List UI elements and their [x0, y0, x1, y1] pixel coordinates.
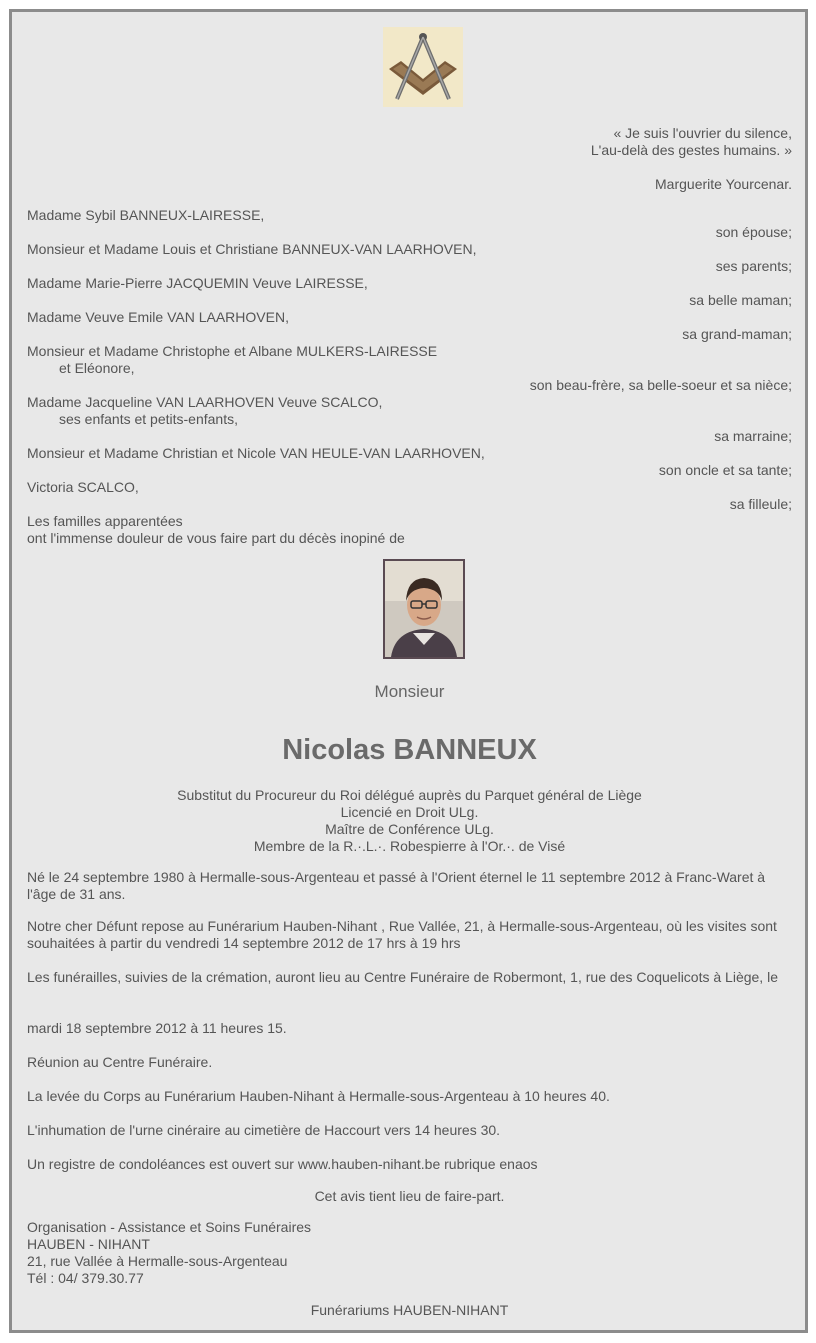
mourner-relation: son oncle et sa tante; — [658, 462, 792, 478]
mourner-relation: son beau-frère, sa belle-soeur et sa nièce; — [529, 377, 792, 393]
mourner-relation: sa filleule; — [729, 496, 792, 512]
title-line: Licencié en Droit ULg. — [340, 804, 479, 820]
notice-text: Cet avis tient lieu de faire-part. — [314, 1188, 505, 1204]
families-line-1: Les familles apparentées — [27, 513, 183, 529]
mourner-relation: sa marraine; — [714, 428, 792, 444]
mourner-relation: ses parents; — [715, 258, 792, 274]
mourner-name: Madame Sybil BANNEUX-LAIRESSE, — [27, 207, 265, 223]
inhumation-text: L'inhumation de l'urne cinéraire au cimetière de Haccourt vers 14 heures 30. — [27, 1122, 501, 1138]
square-compass-logo — [383, 27, 463, 107]
families-line-2: ont l'immense douleur de vous faire part du décès inopiné de — [27, 530, 405, 546]
organisation-line: HAUBEN - NIHANT — [27, 1236, 150, 1252]
reunion-text: Réunion au Centre Funéraire. — [27, 1054, 213, 1070]
funeral-date: mardi 18 septembre 2012 à 11 heures 15. — [27, 1020, 287, 1036]
organisation-line: 21, rue Vallée à Hermalle-sous-Argenteau — [27, 1253, 288, 1269]
quote-author: Marguerite Yourcenar. — [655, 176, 792, 192]
mourner-name: Madame Veuve Emile VAN LAARHOVEN, — [27, 309, 289, 325]
mourner-relation: sa grand-maman; — [682, 326, 792, 342]
mourner-name: Madame Jacqueline VAN LAARHOVEN Veuve SCALCO, — [27, 394, 383, 410]
honorific: Monsieur — [374, 682, 445, 701]
portrait-image — [385, 561, 463, 657]
mourner-name: Monsieur et Madame Christophe et Albane MULKERS-LAIRESSE — [27, 343, 438, 359]
mourner-subline: et Eléonore, — [59, 360, 135, 376]
deceased-name: Nicolas BANNEUX — [282, 734, 537, 766]
quote-line-1: « Je suis l'ouvrier du silence, — [613, 125, 792, 141]
mourner-subline: ses enfants et petits-enfants, — [59, 411, 238, 427]
quote-line-2: L'au-delà des gestes humains. » — [590, 142, 792, 158]
funeral-paragraph: Les funérailles, suivies de la crémation, auront lieu au Centre Funéraire de Robermont, 1, rue des Coquelicots à Liège, le — [27, 969, 778, 985]
mourner-relation: sa belle maman; — [689, 292, 792, 308]
mourner-name: Monsieur et Madame Christian et Nicole VAN HEULE-VAN LAARHOVEN, — [27, 445, 485, 461]
obituary-card — [9, 9, 808, 1333]
title-line: Maître de Conférence ULg. — [325, 821, 494, 837]
footer-text: Funérariums HAUBEN-NIHANT — [310, 1302, 509, 1318]
square-compass-icon — [383, 27, 463, 107]
registry-text: Un registre de condoléances est ouvert sur www.hauben-nihant.be rubrique enaos — [27, 1156, 538, 1172]
mourner-name: Madame Marie-Pierre JACQUEMIN Veuve LAIRESSE, — [27, 275, 368, 291]
levee-text: La levée du Corps au Funérarium Hauben-Nihant à Hermalle-sous-Argenteau à 10 heures 40. — [27, 1088, 610, 1104]
title-line: Membre de la R.·.L.·. Robespierre à l'Or.·. de Visé — [253, 838, 566, 854]
organisation-line: Organisation - Assistance et Soins Funéraires — [27, 1219, 312, 1235]
mourner-relation: son épouse; — [715, 224, 792, 240]
mourner-name: Monsieur et Madame Louis et Christiane BANNEUX-VAN LAARHOVEN, — [27, 241, 477, 257]
title-line: Substitut du Procureur du Roi délégué auprès du Parquet général de Liège — [177, 787, 642, 803]
rest-paragraph: Notre cher Défunt repose au Funérarium Hauben-Nihant , Rue Vallée, 21, à Hermalle-sous-Argenteau, où les visites sont souhaitées à partir du vendredi 14 septembre 2012 de 17 hrs à 19 hrs — [27, 918, 777, 951]
birth-paragraph: Né le 24 septembre 1980 à Hermalle-sous-Argenteau et passé à l'Orient éternel le 11 septembre 2012 à Franc-Waret à l'âge de 31 ans. — [27, 869, 766, 902]
portrait-photo — [383, 559, 465, 659]
mourner-name: Victoria SCALCO, — [27, 479, 139, 495]
organisation-phone: Tél : 04/ 379.30.77 — [27, 1270, 144, 1286]
